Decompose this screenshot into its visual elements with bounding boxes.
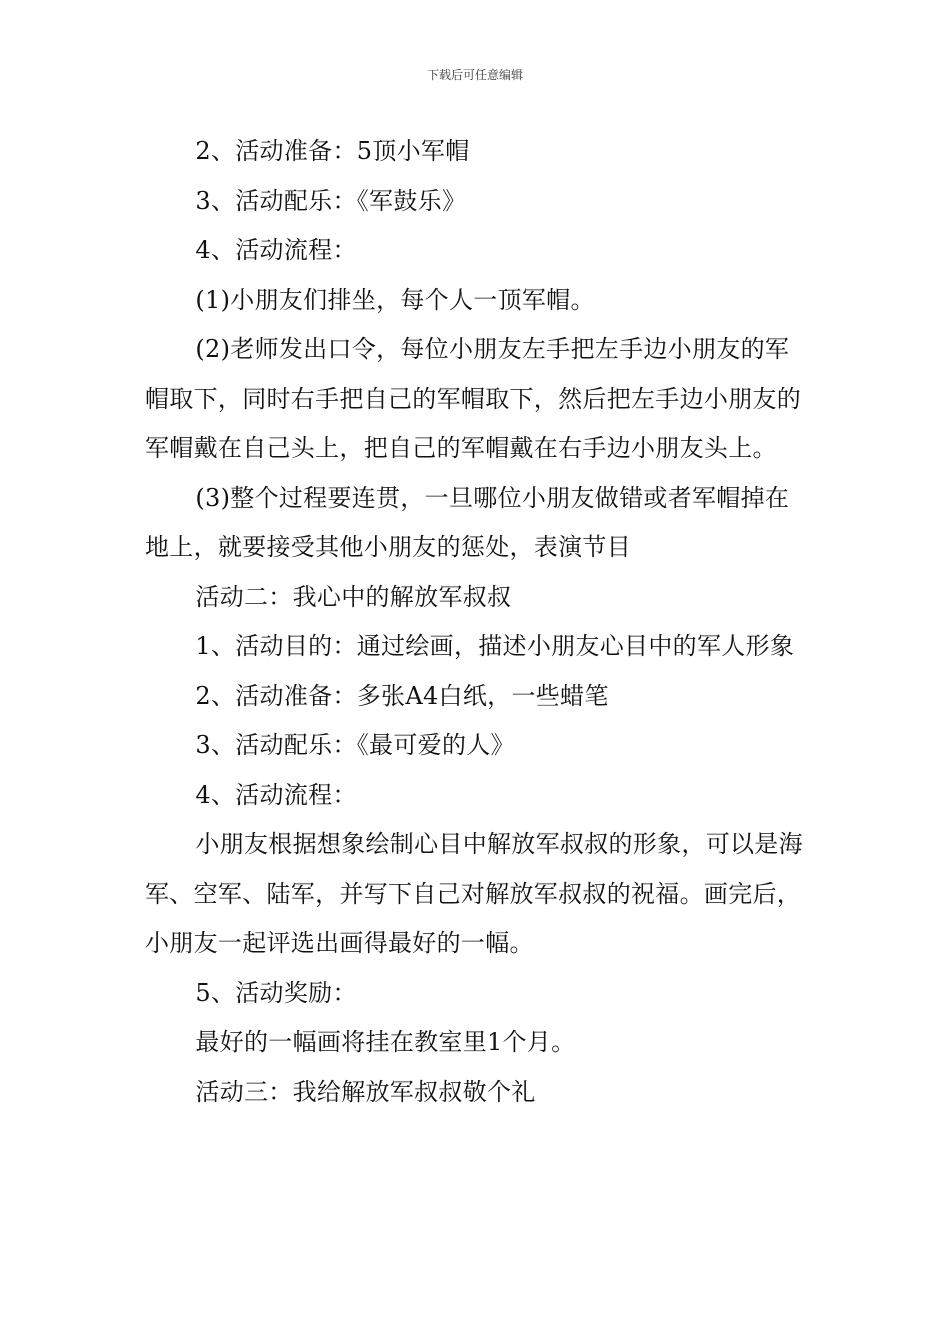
paragraph-prep-1: 2、活动准备：5顶小军帽 bbox=[195, 137, 470, 165]
paragraph-process-2-detail: 小朋友根据想象绘制心目中解放军叔叔的形象，可以是海军、空军、陆军，并写下自己对解放军叔叔的祝福。画完后，小朋友一起评选出画得最好的一幅。 bbox=[145, 830, 803, 957]
paragraph-reward-2-detail: 最好的一幅画将挂在教室里1个月。 bbox=[195, 1028, 576, 1056]
paragraph-step-2: (2)老师发出口令，每位小朋友左手把左手边小朋友的军帽取下，同时右手把自己的军帽取下，然后把左手边小朋友的军帽戴在自己头上，把自己的军帽戴在右手边小朋友头上。 bbox=[145, 335, 802, 462]
paragraph-activity-2-title: 活动二：我心中的解放军叔叔 bbox=[195, 582, 512, 611]
paragraph-process-2: 4、活动流程： bbox=[195, 780, 357, 809]
paragraph-music-2: 3、活动配乐：《最可爱的人》 bbox=[195, 731, 515, 759]
paragraph-reward-2: 5、活动奖励： bbox=[195, 978, 357, 1007]
document-body bbox=[145, 127, 810, 1117]
paragraph-activity-3-title: 活动三：我给解放军叔叔敬个礼 bbox=[195, 1077, 536, 1106]
paragraph-prep-2: 2、活动准备：多张A4白纸，一些蜡笔 bbox=[195, 681, 609, 710]
paragraph-process-1: 4、活动流程： bbox=[195, 236, 357, 264]
paragraph-step-1: (1)小朋友们排坐，每个人一顶军帽。 bbox=[195, 285, 595, 314]
paragraph-music-1: 3、活动配乐：《军鼓乐》 bbox=[195, 186, 467, 215]
paragraph-purpose-2: 1、活动目的：通过绘画，描述小朋友心目中的军人形象 bbox=[195, 632, 795, 660]
header-note: 下载后可任意编辑 bbox=[426, 68, 523, 82]
paragraph-step-3: (3)整个过程要连贯，一旦哪位小朋友做错或者军帽掉在地上，就要接受其他小朋友的惩处，表演节目 bbox=[145, 483, 790, 561]
